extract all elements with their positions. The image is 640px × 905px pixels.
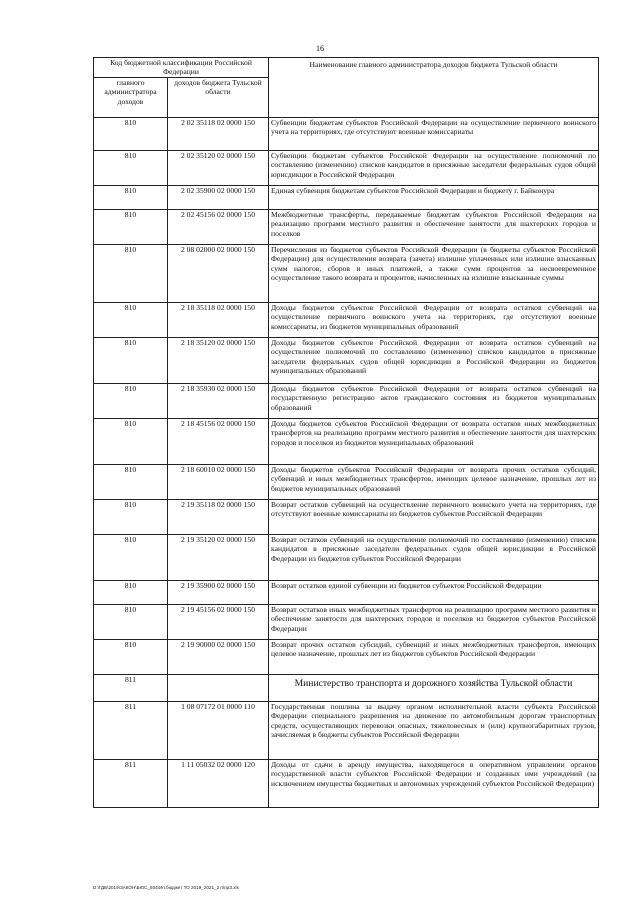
description-cell: Доходы бюджетов субъектов Российской Федерации от возврата остатков субвенций на осуществление первичного воинского учета на территориях, где отсутствуют военные комиссариаты, из бюджетов муниципальных образований	[269, 303, 599, 338]
table-row	[94, 605, 599, 640]
description-cell: Возврат прочих остатков субсидий, субвенций и иных межбюджетных трансфертов, имеющих целевое назначение, прошлых лет из бюджетов субъектов Российской Федерации	[269, 640, 599, 675]
table-row	[94, 535, 599, 581]
table-row	[94, 419, 599, 465]
revenue-code-cell: 2 19 35118 02 0000 150	[168, 500, 269, 535]
admin-code-cell: 810	[94, 384, 168, 419]
admin-code-cell: 810	[94, 605, 168, 640]
table-row	[94, 338, 599, 384]
table-row	[94, 465, 599, 500]
table-row	[94, 581, 599, 605]
revenue-code-cell: 2 02 35120 02 0000 150	[168, 151, 269, 186]
description-cell: Доходы бюджетов субъектов Российской Федерации от возврата прочих остатков субсидий, субвенций и иных межбюджетных трансфертов, имеющих целевое назначение, прошлых лет из бюджетов муниципальных образований	[269, 465, 599, 500]
admin-code-cell: 810	[94, 245, 168, 303]
header-admin-column: главного администратора доходов	[94, 78, 168, 118]
table-row	[94, 210, 599, 245]
page-number: 16	[316, 44, 324, 53]
table-row	[94, 118, 599, 151]
revenue-code-cell: 2 02 45156 02 0000 150	[168, 210, 269, 245]
table-row	[94, 245, 599, 303]
revenue-code-cell: 2 18 35930 02 0000 150	[168, 384, 269, 419]
table-row	[94, 303, 599, 338]
section-row	[94, 675, 599, 702]
admin-code-cell: 810	[94, 535, 168, 581]
revenue-code-cell: 2 18 45156 02 0000 150	[168, 419, 269, 465]
description-cell: Государственная пошлина за выдачу органом исполнительной власти субъекта Российской Федерации специального разрешения на движение по автомобильным дорогам транспортных средств, осуществляющих перевозки опасных, тяжеловесных и (или) крупногабаритных грузов, зачисляемая в бюджеты субъектов Российской Федерации	[269, 702, 599, 760]
revenue-administrators-table	[93, 57, 599, 808]
revenue-code-cell: 2 18 35118 02 0000 150	[168, 303, 269, 338]
header-name-column: Наименование главного администратора доходов бюджета Тульской области	[269, 58, 599, 118]
description-cell: Министерство транспорта и дорожного хозяйства Тульской области	[269, 675, 599, 702]
revenue-code-cell: 2 08 02000 02 0000 150	[168, 245, 269, 303]
description-cell: Возврат остатков субвенций на осуществление полномочий по составлению (изменению) списков кандидатов в присяжные заседатели федеральных судов общей юрисдикции в Российской Федерации из бюджетов субъектов Российской Федерации	[269, 535, 599, 581]
description-cell: Субвенции бюджетам субъектов Российской Федерации на осуществление полномочий по составлению (изменению) списков кандидатов в присяжные заседатели федеральных судов общей юрисдикции в Российской Федерации	[269, 151, 599, 186]
admin-code-cell: 810	[94, 186, 168, 210]
revenue-code-cell: 1 08 07172 01 0000 110	[168, 702, 269, 760]
description-cell: Возврат остатков единой субвенции из бюджетов субъектов Российской Федерации	[269, 581, 599, 605]
table-row	[94, 640, 599, 675]
revenue-code-cell: 2 19 35900 02 0000 150	[168, 581, 269, 605]
admin-code-cell: 811	[94, 675, 168, 702]
table-row	[94, 186, 599, 210]
header-revenue-column: доходов бюджета Тульской области	[168, 78, 269, 118]
description-cell: Перечисления из бюджетов субъектов Российской Федерации (в бюджеты субъектов Российской Федерации) для осуществления возврата (зачета) излишне уплаченных или излишне взысканных сумм налогов, сборов и иных платежей, а также сумм процентов за несвоевременное осуществление такого возврата и процентов, начисленных на излишне взысканные суммы	[269, 245, 599, 303]
description-cell: Доходы бюджетов субъектов Российской Федерации от возврата остатков субвенций на осуществление полномочий по составлению (изменению) списков кандидатов в присяжные заседатели федеральных судов общей юрисдикции в Российской Федерации из бюджетов муниципальных образований	[269, 338, 599, 384]
table-row	[94, 702, 599, 760]
description-cell: Субвенции бюджетам субъектов Российской Федерации на осуществление первичного воинского учета на территориях, где отсутствуют военные комиссариаты	[269, 118, 599, 151]
description-cell: Возврат остатков иных межбюджетных трансфертов на реализацию программ местного развития и обеспечение занятости для шахтерских городов и поселков из бюджетов субъектов Российской Федерации	[269, 605, 599, 640]
revenue-code-cell: 2 18 60010 02 0000 150	[168, 465, 269, 500]
description-cell: Доходы бюджетов субъектов Российской Федерации от возврата остатков иных межбюджетных трансфертов на реализацию программ местного развития и обеспечение занятости для шахтерских городов и поселков из бюджетов муниципальных образований	[269, 419, 599, 465]
table-row	[94, 151, 599, 186]
revenue-code-cell: 2 19 90000 02 0000 150	[168, 640, 269, 675]
admin-code-cell: 810	[94, 500, 168, 535]
admin-code-cell: 810	[94, 419, 168, 465]
description-cell: Возврат остатков субвенций на осуществление первичного воинского учета на территориях, где отсутствуют военные комиссариаты из бюджетов субъектов Российской Федерации	[269, 500, 599, 535]
revenue-code-cell: 2 19 45156 02 0000 150	[168, 605, 269, 640]
table-row	[94, 500, 599, 535]
description-cell: Единая субвенция бюджетам субъектов Российской Федерации и бюджету г. Байконура	[269, 186, 599, 210]
footer-file-path: D:\ГДБ\2019\ЗАКОН\БЮС_604\Ип.бюджет ТО 2019_2021_2 п\прЗ.xls	[93, 885, 239, 890]
description-cell: Доходы бюджетов субъектов Российской Федерации от возврата остатков субвенций на государственную регистрацию актов гражданского состояния из бюджетов муниципальных образований	[269, 384, 599, 419]
admin-code-cell: 810	[94, 118, 168, 151]
description-cell: Межбюджетные трансферты, передаваемые бюджетам субъектов Российской Федерации на реализацию программ местного развития и обеспечение занятости для шахтерских городов и поселков	[269, 210, 599, 245]
revenue-code-cell: 1 11 05032 02 0000 120	[168, 760, 269, 808]
admin-code-cell: 810	[94, 303, 168, 338]
table-body	[94, 118, 599, 808]
admin-code-cell: 810	[94, 151, 168, 186]
revenue-code-cell: 2 02 35118 02 0000 150	[168, 118, 269, 151]
header-code-group: Код бюджетной классификации Российской Федерации	[94, 58, 269, 78]
table-row	[94, 760, 599, 808]
revenue-code-cell: 2 02 35900 02 0000 150	[168, 186, 269, 210]
admin-code-cell: 810	[94, 581, 168, 605]
description-cell: Доходы от сдачи в аренду имущества, находящегося в оперативном управлении органов государственной власти субъектов Российской Федерации и созданных ими учреждений (за исключением имущества бюджетных и автономных учреждений субъектов Российской Федерации)	[269, 760, 599, 808]
admin-code-cell: 811	[94, 760, 168, 808]
admin-code-cell: 810	[94, 465, 168, 500]
table-row	[94, 384, 599, 419]
admin-code-cell: 810	[94, 210, 168, 245]
revenue-code-cell	[168, 675, 269, 702]
admin-code-cell: 810	[94, 338, 168, 384]
revenue-code-cell: 2 18 35120 02 0000 150	[168, 338, 269, 384]
admin-code-cell: 811	[94, 702, 168, 760]
revenue-code-cell: 2 19 35120 02 0000 150	[168, 535, 269, 581]
admin-code-cell: 810	[94, 640, 168, 675]
